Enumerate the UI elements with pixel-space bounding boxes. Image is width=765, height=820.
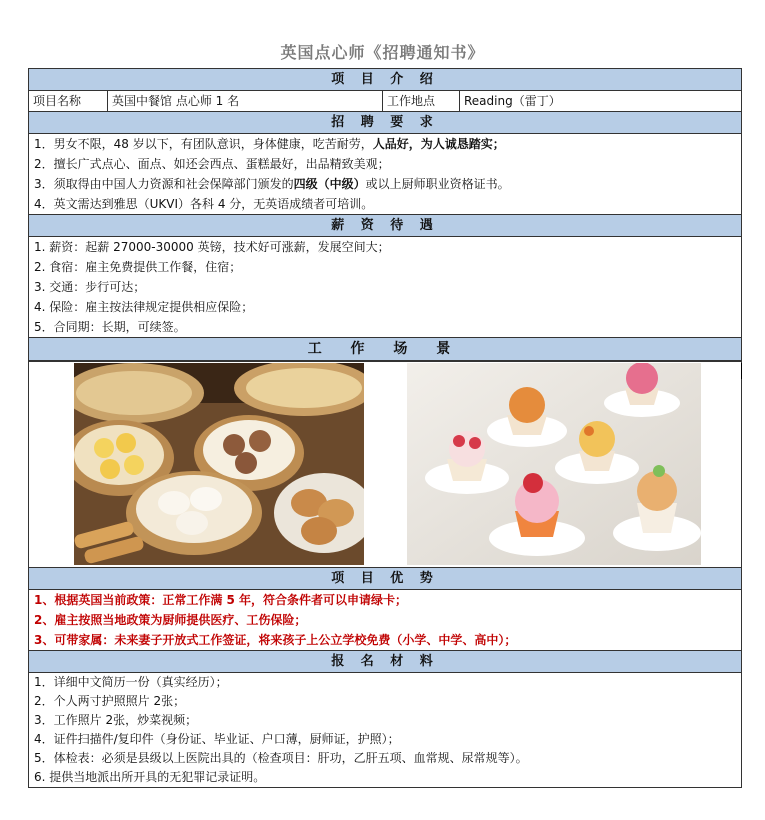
material-item: 3．工作照片 2张，炒菜视频； <box>34 713 198 727</box>
project-name-value: 英国中餐馆 点心师 1 名 <box>108 91 383 111</box>
location-label: 工作地点 <box>383 91 460 111</box>
section-header-salary: 薪 资 待 遇 <box>29 214 741 237</box>
section-header-materials: 报 名 材 料 <box>29 650 741 673</box>
section-header-advantages: 项 目 优 势 <box>29 567 741 590</box>
location-value: Reading（雷丁） <box>464 94 561 108</box>
cupcakes-photo <box>407 363 701 565</box>
material-item: 2．个人两寸护照照片 2张； <box>34 694 186 708</box>
requirement-item: 1．男女不限，48 岁以下，有团队意识，身体健康，吃苦耐劳，人品好，为人诚恳踏实； <box>34 137 505 151</box>
material-item: 4．证件扫描件/复印件（身份证、毕业证、户口薄，厨师证，护照）； <box>34 732 400 746</box>
project-info-row <box>29 91 741 111</box>
advantage-item: 3、可带家属：未来妻子开放式工作签证，将来孩子上公立学校免费（小学、中学、高中）； <box>34 633 517 647</box>
material-item: 6. 提供当地派出所开具的无犯罪记录证明。 <box>29 768 741 788</box>
section-header-requirements: 招 聘 要 求 <box>29 111 741 134</box>
material-item: 5．体检表：必须是县级以上医院出具的（检查项目：肝功，乙肝五项、血常规、尿常规等）。 <box>34 751 528 765</box>
section-header-project-intro: 项 目 介 绍 <box>29 68 741 91</box>
workplace-photos <box>29 361 741 567</box>
salary-item: 3. 交通：步行可达； <box>34 280 146 294</box>
project-name-label: 项目名称 <box>29 91 108 111</box>
salary-item: 1. 薪资：起薪 27000-30000 英镑，技术好可涨薪，发展空间大； <box>34 240 390 254</box>
advantage-item: 2、雇主按照当地政策为厨师提供医疗、工伤保险； <box>34 613 307 627</box>
page-title: 英国点心师《招聘通知书》 <box>280 43 485 62</box>
text-cursor <box>741 363 742 379</box>
advantage-item: 1、根据英国当前政策：正常工作满 5 年，符合条件者可以申请绿卡； <box>34 593 408 607</box>
salary-item: 2. 食宿：雇主免费提供工作餐，住宿； <box>34 260 242 274</box>
requirement-item: 3．须取得由中国人力资源和社会保障部门颁发的四级（中级）或以上厨师职业资格证书。 <box>34 177 510 191</box>
salary-item: 5．合同期：长期，可续签。 <box>34 320 186 334</box>
section-header-workplace: 工 作 场 景 <box>29 337 741 361</box>
material-item: 1．详细中文简历一份（真实经历）； <box>34 675 228 689</box>
salary-item: 4. 保险：雇主按法律规定提供相应保险； <box>34 300 254 314</box>
requirement-item: 4．英文需达到雅思（UKVI）各科 4 分，无英语成绩者可培训。 <box>34 197 374 211</box>
requirement-item: 2．擅长广式点心、面点、如还会西点、蛋糕最好，出品精致美观； <box>34 157 390 171</box>
recruitment-table <box>28 68 742 788</box>
dim-sum-photo <box>74 363 364 565</box>
